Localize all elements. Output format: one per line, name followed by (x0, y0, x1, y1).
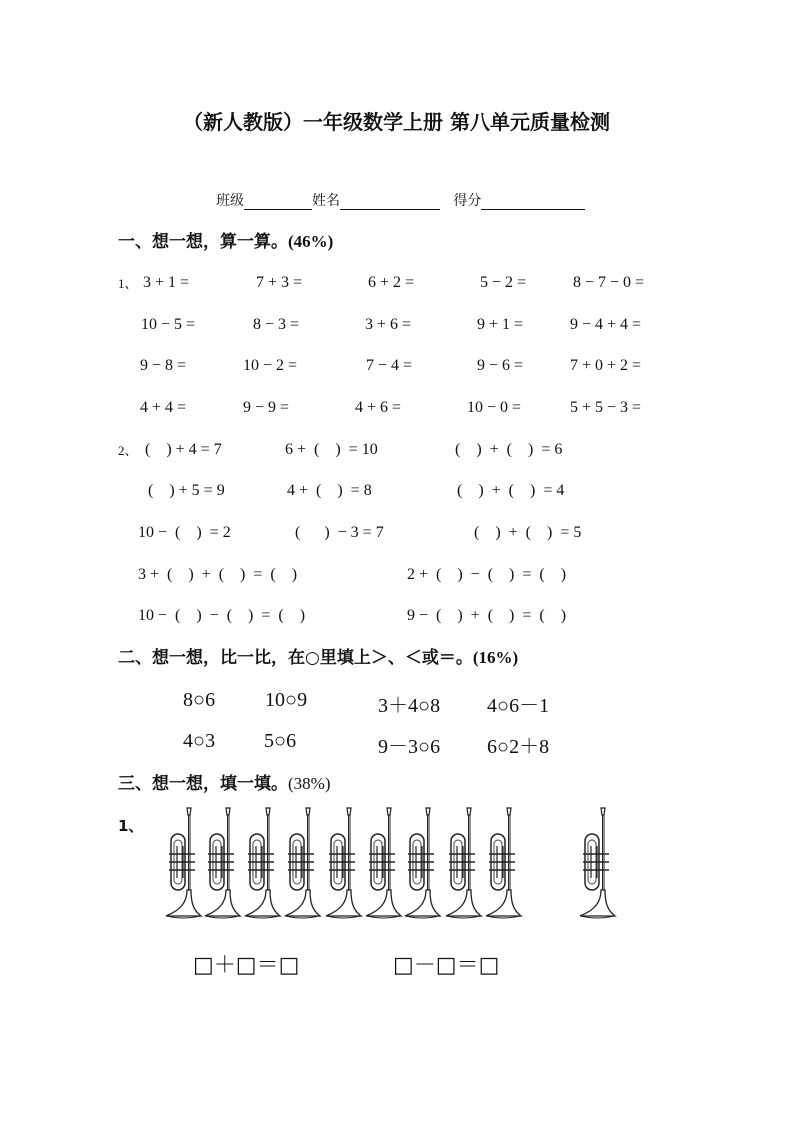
problem: 4 + 4 = (140, 399, 187, 416)
fill-problem: ( ) + 5 = 9 (148, 482, 225, 499)
problem: 8 − 3 = (253, 316, 300, 333)
problem: 5 + 5 − 3 = (570, 399, 642, 416)
problem: 8 − 7 − 0 = (573, 274, 645, 291)
fill-problem: ( ) + ( ) = 6 (455, 441, 563, 458)
trumpet-icon (323, 806, 363, 921)
item1-label: 1、 (118, 817, 144, 835)
subtraction-equation[interactable]: □－□＝□ (393, 953, 500, 978)
compare-problem: 5○6 (264, 730, 297, 752)
compare-problem: 6○2＋8 (487, 736, 550, 758)
problem: 4 + 6 = (355, 399, 402, 416)
section1-heading: 一、想一想，算一算。(46%) (118, 232, 334, 252)
part1-label: 1、 (118, 276, 138, 291)
problem: 7 + 3 = (256, 274, 303, 291)
name-label: 姓名 (312, 193, 340, 209)
addition-equation[interactable]: □＋□＝□ (193, 953, 300, 978)
fill-problem: 2 + ( ) − ( ) = ( ) (407, 566, 567, 583)
compare-problem: 9－3○6 (378, 736, 441, 758)
class-blank[interactable] (244, 195, 312, 210)
trumpet-icon (163, 806, 203, 921)
compare-problem: 4○6－1 (487, 695, 550, 717)
trumpet-icon (242, 806, 282, 921)
problem: 10 − 0 = (467, 399, 522, 416)
class-label: 班级 (216, 193, 244, 209)
problem: 3 + 1 = (143, 274, 190, 291)
page-title: （新人教版）一年级数学上册 第八单元质量检测 (183, 110, 610, 134)
fill-problem: 9 − ( ) + ( ) = ( ) (407, 607, 567, 624)
problem: 5 − 2 = (480, 274, 527, 291)
trumpet-icon (443, 806, 483, 921)
problem: 10 − 5 = (141, 316, 196, 333)
trumpet-icon (363, 806, 403, 921)
student-info-line (216, 190, 585, 210)
fill-problem: ( ) + 4 = 7 (145, 441, 222, 458)
fill-problem: 10 − ( ) = 2 (138, 524, 231, 541)
compare-problem: 4○3 (183, 730, 216, 752)
section2-heading: 二、想一想，比一比，在○里填上＞、＜或＝。(16%) (118, 648, 519, 668)
fill-problem: 4 + ( ) = 8 (287, 482, 372, 499)
problem: 9 − 8 = (140, 357, 187, 374)
problem: 3 + 6 = (365, 316, 412, 333)
problem: 9 + 1 = (477, 316, 524, 333)
name-blank[interactable] (340, 195, 440, 210)
trumpet-icon (282, 806, 322, 921)
problem: 9 − 9 = (243, 399, 290, 416)
section3-heading: 三、想一想，填一填。(38%) (118, 774, 331, 794)
trumpet-icon (202, 806, 242, 921)
problem: 6 + 2 = (368, 274, 415, 291)
problem: 7 − 4 = (366, 357, 413, 374)
score-label: 得分 (453, 193, 482, 209)
trumpet-icon (577, 806, 617, 921)
fill-problem: 6 + ( ) = 10 (285, 441, 378, 458)
trumpet-icon (402, 806, 442, 921)
compare-problem: 10○9 (265, 689, 308, 711)
problem: 9 − 4 + 4 = (570, 316, 642, 333)
problem: 7 + 0 + 2 = (570, 357, 642, 374)
problem: 10 − 2 = (243, 357, 298, 374)
compare-problem: 8○6 (183, 689, 216, 711)
part2-label: 2、 (118, 443, 138, 458)
fill-problem: ( ) + ( ) = 4 (457, 482, 565, 499)
fill-problem: ( ) − 3 = 7 (295, 524, 384, 541)
fill-problem: 10 − ( ) − ( ) = ( ) (138, 607, 306, 624)
fill-problem: ( ) + ( ) = 5 (474, 524, 582, 541)
trumpet-icon (483, 806, 523, 921)
compare-problem: 3＋4○8 (378, 695, 441, 717)
score-blank[interactable] (481, 195, 585, 210)
problem: 9 − 6 = (477, 357, 524, 374)
fill-problem: 3 + ( ) + ( ) = ( ) (138, 566, 298, 583)
